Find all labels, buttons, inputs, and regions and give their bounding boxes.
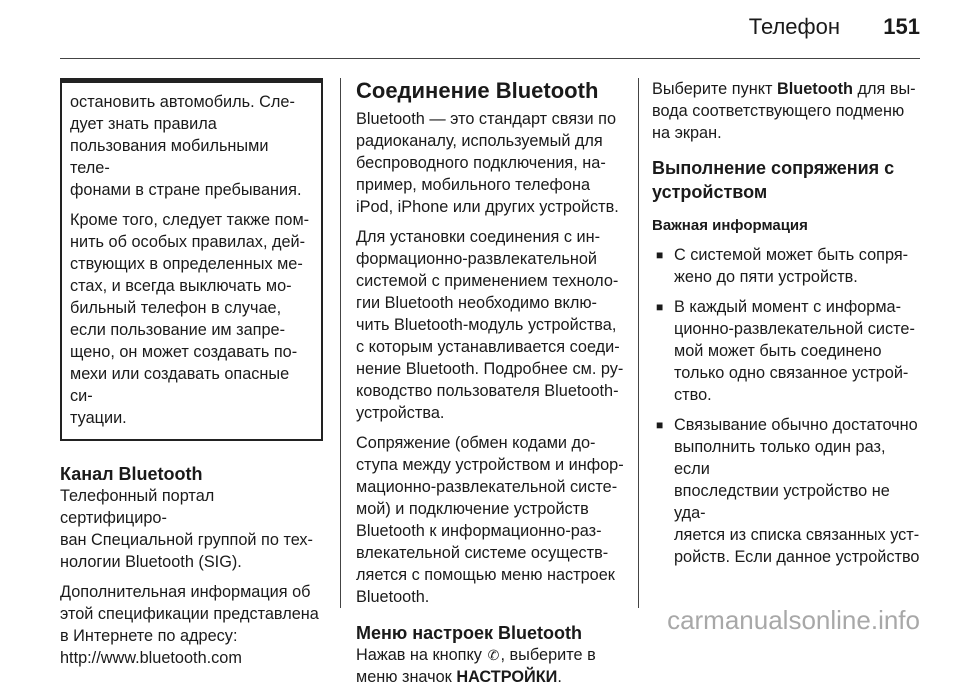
- watermark: carmanualsonline.info: [667, 605, 920, 635]
- warning-paragraph-1: остановить автомобиль. Сле- дует знать правила пользования мобильными теле- фонами в стране пребывания.: [70, 93, 302, 199]
- column-1: [60, 78, 323, 677]
- important-list: [652, 244, 922, 568]
- connection-paragraph-1: Bluetooth — это стандарт связи по радиоканалу, используемый для беспроводного подключения, на- пример, мобильного телефона iPod, iPhone или других устройств.: [356, 110, 619, 216]
- channel-paragraph-1: Телефонный портал сертифициро- ван Специальной группой по тех- нологии Bluetooth (SIG).: [60, 487, 313, 571]
- connection-paragraph-3: Сопряжение (обмен кодами до- ступа между устройством и инфор- мационно-развлекательной систе- мой) и подключение устройств Bluetooth к информационно-раз- влекательной системе осуществ- ляется с помощью меню настроек Bluetooth.: [356, 434, 624, 606]
- connection-heading: Соединение Bluetooth: [356, 78, 599, 103]
- page-number: 151: [883, 14, 920, 39]
- channel-heading: Канал Bluetooth: [60, 464, 203, 484]
- menu-heading: Меню настроек Bluetooth: [356, 623, 582, 643]
- pairing-heading: Выполнение сопряжения с устройством: [652, 158, 895, 202]
- connection-paragraph-2: Для установки соединения с ин- формационно-развлекательной системой с применением техноло- гии Bluetooth необходимо вклю- чить Bluetooth-модуль устройства, с которым устанавливается соеди- нение Bluetooth. Подробнее см. ру- ководство пользователя Bluetooth- устройства.: [356, 228, 624, 422]
- page-header-title: Телефон: [748, 14, 840, 39]
- phone-icon: ✆: [487, 647, 500, 663]
- list-item: ■ С системой может быть сопря- жено до пяти устройств.: [652, 244, 922, 288]
- menu-text-settings: НАСТРОЙКИ: [456, 668, 558, 686]
- menu-text-a: Нажав на кнопку: [356, 646, 487, 664]
- warning-box: [60, 78, 323, 441]
- intro-text-b: для вы- вода соответствующего подменю на экран.: [652, 80, 916, 142]
- intro-text-a: Выберите пункт: [652, 80, 777, 98]
- menu-paragraph: [356, 644, 626, 688]
- column-2: [356, 78, 626, 696]
- column-divider-2: [638, 78, 639, 608]
- menu-text-c: .: [557, 668, 562, 686]
- header-rule: [60, 58, 920, 59]
- menu-text-b: , выберите в меню значок: [356, 646, 596, 686]
- important-heading: Важная информация: [652, 217, 808, 234]
- list-item: ■ В каждый момент с информа- ционно-развлекательной систе- мой может быть соединено только одно связанное устрой- ство.: [652, 296, 922, 406]
- list-item: ■ Связывание обычно достаточно выполнить только один раз, если впоследствии устройство не уда- ляется из списка связанных уст- ройств. Если данное устройство: [652, 414, 922, 568]
- column-3: [652, 78, 922, 576]
- channel-paragraph-2: Дополнительная информация об этой спецификации представлена в Интернете по адресу: http://www.bluetooth.com: [60, 583, 319, 667]
- intro-text-bluetooth: Bluetooth: [777, 80, 853, 98]
- warning-paragraph-2: Кроме того, следует также пом- нить об особых правилах, дей- ствующих в определенных ме- стах, и всегда выключать мо- бильный телефон в случае, если пользование им запре- щено, он может создавать по- мехи или создавать опасные си- туации.: [70, 211, 310, 427]
- column-divider-1: [340, 78, 341, 608]
- intro-paragraph: [652, 78, 922, 144]
